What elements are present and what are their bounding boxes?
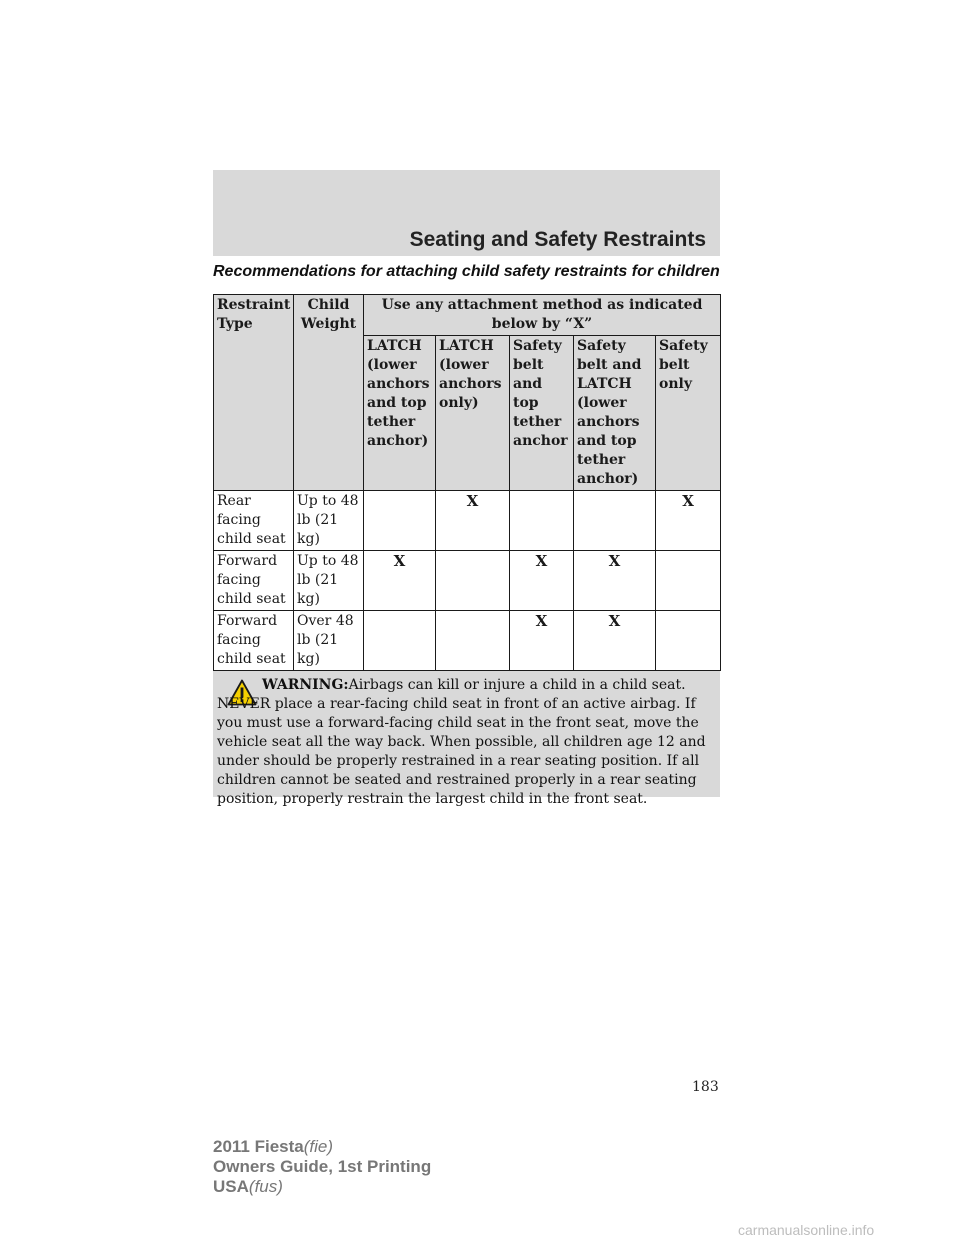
table-row xyxy=(214,491,721,551)
footer-model-code: (fie) xyxy=(303,1137,334,1156)
footer-edition: Owners Guide, 1st Printing xyxy=(213,1157,432,1176)
warning-text xyxy=(217,676,717,809)
header-method-belt-only: Safety belt only xyxy=(656,336,721,491)
header-child-weight: Child Weight xyxy=(294,295,364,491)
cell-child-weight: Over 48 lb (21 kg) xyxy=(294,611,364,671)
header-method-latch-only: LATCH (lower anchors only) xyxy=(436,336,510,491)
cell-mark: X xyxy=(510,611,574,671)
cell-mark xyxy=(656,551,721,611)
footer xyxy=(213,1137,431,1197)
cell-restraint-type: Rear facing child seat xyxy=(214,491,294,551)
table-row xyxy=(214,551,721,611)
cell-mark xyxy=(656,611,721,671)
footer-model: 2011 Fiesta xyxy=(213,1137,304,1156)
cell-mark xyxy=(436,551,510,611)
cell-mark: X xyxy=(510,551,574,611)
cell-mark xyxy=(364,611,436,671)
table-header-row xyxy=(214,295,721,336)
header-method-belt-tether: Safety belt and top tether anchor xyxy=(510,336,574,491)
watermark: carmanualsonline.info xyxy=(738,1222,875,1238)
footer-market: USA xyxy=(213,1177,249,1196)
cell-child-weight: Up to 48 lb (21 kg) xyxy=(294,551,364,611)
cell-mark xyxy=(510,491,574,551)
table-row xyxy=(214,611,721,671)
cell-mark: X xyxy=(364,551,436,611)
warning-label: WARNING: xyxy=(262,677,349,693)
page-header-title: Seating and Safety Restraints xyxy=(409,228,706,251)
header-method-latch-tether: LATCH (lower anchors and top tether anchor) xyxy=(364,336,436,491)
header-method-belt-latch: Safety belt and LATCH (lower anchors and top tether anchor) xyxy=(574,336,656,491)
footer-market-code: (fus) xyxy=(248,1177,283,1196)
cell-mark: X xyxy=(574,611,656,671)
cell-mark xyxy=(364,491,436,551)
cell-restraint-type: Forward facing child seat xyxy=(214,551,294,611)
restraint-table xyxy=(213,294,721,671)
cell-mark: X xyxy=(656,491,721,551)
header-attachment-method: Use any attachment method as indicated below by “X” xyxy=(364,295,721,336)
cell-restraint-type: Forward facing child seat xyxy=(214,611,294,671)
warning-body: Airbags can kill or injure a child in a child seat. NEVER place a rear-facing child seat in front of an active airbag. If you must use a forward-facing child seat in the front seat, move the vehicle seat all the way back. When possible, all children age 12 and under should be properly restrained in a rear seating position. If all children cannot be seated and restrained properly in a rear seating position, properly restrain the largest child in the front seat. xyxy=(217,677,706,807)
page-number: 183 xyxy=(692,1079,719,1095)
cell-mark xyxy=(436,611,510,671)
header-band xyxy=(213,170,720,256)
warning-box xyxy=(213,671,720,807)
cell-mark xyxy=(574,491,656,551)
cell-mark: X xyxy=(574,551,656,611)
cell-child-weight: Up to 48 lb (21 kg) xyxy=(294,491,364,551)
cell-mark: X xyxy=(436,491,510,551)
section-title: Recommendations for attaching child safety restraints for children xyxy=(213,263,720,280)
header-restraint-type: Restraint Type xyxy=(214,295,294,491)
